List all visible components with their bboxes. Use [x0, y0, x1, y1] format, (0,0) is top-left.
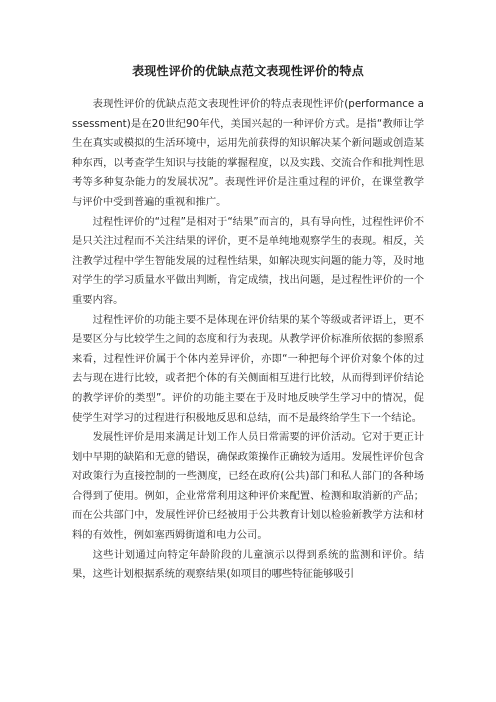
paragraph-3: 过程性评价的功能主要不是体现在评价结果的某个等级或者评语上，更不是要区分与比较学生之间的态度和行为表现。从教学评价标准所依据的参照系来看，过程性评价属于个体内差异评价，亦即“一种把每个评价对象个体的过去与现在进行比较，或者把个体的有关侧面相互进行比较，从而得到评价结论的教学评价的类型”。评价的功能主要在于及时地反映学生学习中的情况，促使学生对学习的过程进行积极地反思和总结，而不是最终给学生下一个结论。: [72, 313, 424, 424]
paragraph-4: 发展性评价是用来满足计划工作人员日常需要的评价活动。它对于更正计划中早期的缺陷和无意的错误，确保政策操作正确较为适用。发展性评价包含对政策行为直接控制的一些测度，已经在政府(公共)部门和私人部门的各种场合得到了使用。例如，企业常常利用这种评价来配置、检测和取消新的产品；而在公共部门中，发展性评价已经被用于公共教育计划以检验新教学方法和材料的有效性，例如塞西姆街道和电力公司。: [72, 431, 424, 542]
paragraph-1: 表现性评价的优缺点范文表现性评价的特点表现性评价(performance assessment)是在20世纪90年代，美国兴起的一种评价方式。是指“教师让学生在真实或模拟的生活环境中，运用先前获得的知识解决某个新问题或创造某种东西，以考查学生知识与技能的掌握程度，以及实践、交流合作和批判性思考等多种复杂能力的发展状况”。表现性评价是注重过程的评价，在课堂教学与评价中受到普遍的重视和推广。: [72, 98, 424, 208]
document-title: 表现性评价的优缺点范文表现性评价的特点: [132, 64, 364, 78]
paragraph-5: 这些计划通过向特定年龄阶段的儿童演示以得到系统的监测和评价。结果，这些计划根据系统的观察结果(如项目的哪些特征能够吸引: [72, 548, 424, 581]
paragraph-2: 过程性评价的“过程”是相对于“结果”而言的，具有导向性，过程性评价不是只关注过程而不关注结果的评价，更不是单纯地观察学生的表现。相反，关注教学过程中学生智能发展的过程性结果，如解决现实问题的能力等，及时地对学生的学习质量水平做出判断，肯定成绩，找出问题，是过程性评价的一个重要内容。: [72, 215, 424, 306]
